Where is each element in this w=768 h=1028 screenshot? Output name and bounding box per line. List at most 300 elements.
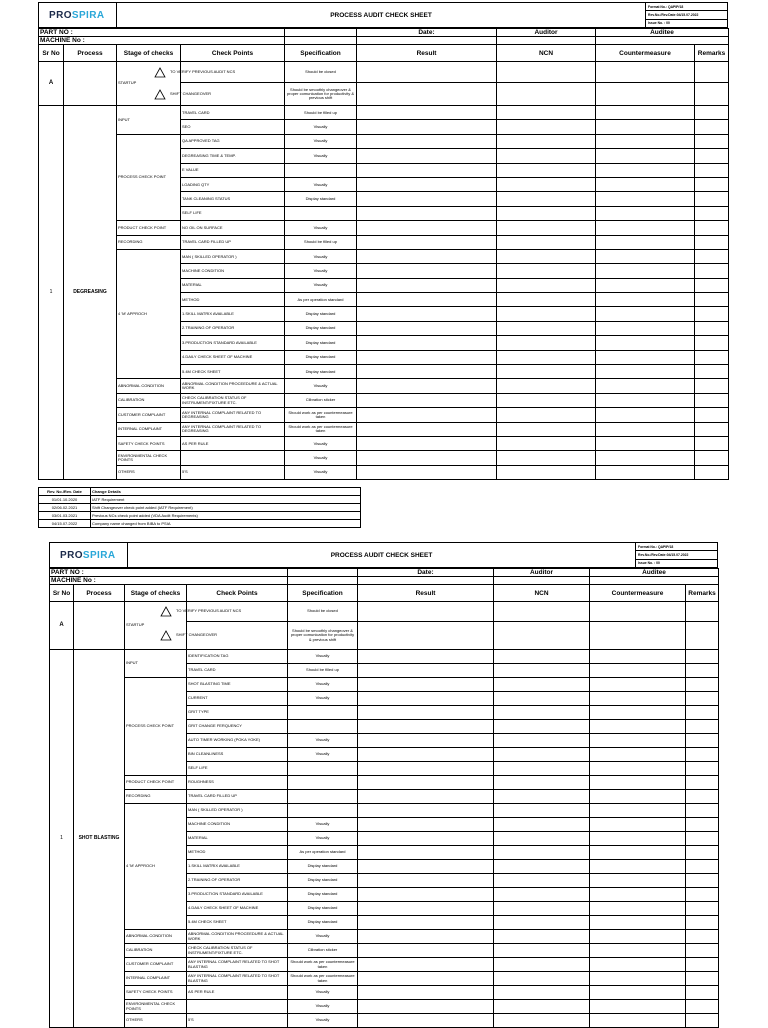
result-cell[interactable] bbox=[357, 83, 497, 106]
rev-header-detail: Change Details bbox=[91, 488, 361, 496]
specification-cell: Should be smoothly changeover & proper comunication for productivity & previous shift bbox=[285, 83, 357, 106]
remarks-cell[interactable] bbox=[695, 350, 729, 364]
check-point-cell: MAN ( SKILLED OPERATOR ) bbox=[187, 804, 288, 818]
specification-cell: Visually bbox=[285, 278, 357, 292]
result-cell[interactable] bbox=[357, 465, 497, 479]
page-title: PROCESS AUDIT CHECK SHEET bbox=[330, 551, 433, 559]
ncn-cell[interactable] bbox=[497, 235, 596, 249]
remarks-cell[interactable] bbox=[686, 986, 719, 1000]
countermeasure-cell[interactable] bbox=[590, 678, 686, 692]
ncn-cell[interactable] bbox=[494, 860, 590, 874]
countermeasure-cell[interactable] bbox=[590, 622, 686, 650]
check-point-cell: 5'S bbox=[181, 465, 285, 479]
check-point-cell: 4.DAILY CHECK SHEET OF MACHINE bbox=[181, 350, 285, 364]
col-stage: Stage of checks bbox=[117, 45, 181, 62]
ncn-cell[interactable] bbox=[494, 706, 590, 720]
result-cell[interactable] bbox=[358, 972, 494, 986]
remarks-cell[interactable] bbox=[686, 1000, 719, 1014]
result-cell[interactable] bbox=[357, 163, 497, 177]
specification-cell: Visually bbox=[288, 818, 358, 832]
ncn-cell[interactable] bbox=[497, 83, 596, 106]
specification-cell: Display standard bbox=[285, 336, 357, 350]
countermeasure-cell[interactable] bbox=[590, 832, 686, 846]
remarks-cell[interactable] bbox=[695, 408, 729, 422]
ncn-cell[interactable] bbox=[494, 678, 590, 692]
remarks-cell[interactable] bbox=[686, 692, 719, 706]
remarks-cell[interactable] bbox=[695, 177, 729, 191]
ncn-cell[interactable] bbox=[494, 832, 590, 846]
countermeasure-cell[interactable] bbox=[590, 706, 686, 720]
check-point-cell: TRAVEL CARD FILLED UP bbox=[187, 790, 288, 804]
remarks-cell[interactable] bbox=[686, 832, 719, 846]
ncn-cell[interactable] bbox=[497, 365, 596, 379]
ncn-cell[interactable] bbox=[494, 958, 590, 972]
result-cell[interactable] bbox=[357, 134, 497, 148]
remarks-cell[interactable] bbox=[686, 930, 719, 944]
revision-detail: Shift Changeover check point added (IATF Requirement) bbox=[91, 504, 361, 512]
result-cell[interactable] bbox=[357, 293, 497, 307]
countermeasure-cell[interactable] bbox=[596, 62, 695, 83]
ncn-cell[interactable] bbox=[494, 902, 590, 916]
specification-cell bbox=[285, 163, 357, 177]
date-field[interactable] bbox=[358, 577, 494, 585]
remarks-cell[interactable] bbox=[695, 149, 729, 163]
result-cell[interactable] bbox=[358, 678, 494, 692]
result-cell[interactable] bbox=[358, 762, 494, 776]
ncn-cell[interactable] bbox=[497, 307, 596, 321]
ncn-cell[interactable] bbox=[494, 888, 590, 902]
countermeasure-cell[interactable] bbox=[596, 293, 695, 307]
countermeasure-cell[interactable] bbox=[596, 321, 695, 335]
countermeasure-cell[interactable] bbox=[590, 888, 686, 902]
stage-cell: STARTUP bbox=[125, 602, 187, 650]
specification-cell: Visually bbox=[288, 930, 358, 944]
result-cell[interactable] bbox=[358, 734, 494, 748]
remarks-cell[interactable] bbox=[686, 860, 719, 874]
countermeasure-cell[interactable] bbox=[590, 790, 686, 804]
remarks-cell[interactable] bbox=[695, 106, 729, 120]
ncn-cell[interactable] bbox=[497, 177, 596, 191]
check-point-cell: 5.4M CHECK SHEET bbox=[181, 365, 285, 379]
ncn-cell[interactable] bbox=[494, 790, 590, 804]
remarks-cell[interactable] bbox=[686, 748, 719, 762]
ncn-cell[interactable] bbox=[497, 321, 596, 335]
date-field[interactable] bbox=[357, 37, 497, 45]
remarks-cell[interactable] bbox=[695, 62, 729, 83]
countermeasure-cell[interactable] bbox=[596, 350, 695, 364]
table-row bbox=[39, 249, 729, 263]
check-point-cell: GRIT CHANGE FERQUENCY bbox=[187, 720, 288, 734]
ncn-cell[interactable] bbox=[497, 62, 596, 83]
remarks-cell[interactable] bbox=[695, 235, 729, 249]
stage-cell: RECORDING bbox=[117, 235, 181, 249]
remarks-cell[interactable] bbox=[695, 221, 729, 235]
result-cell[interactable] bbox=[358, 776, 494, 790]
ncn-cell[interactable] bbox=[494, 762, 590, 776]
revision-history bbox=[38, 487, 361, 528]
remarks-cell[interactable] bbox=[695, 393, 729, 407]
remarks-cell[interactable] bbox=[686, 664, 719, 678]
ncn-cell[interactable] bbox=[494, 622, 590, 650]
countermeasure-cell[interactable] bbox=[590, 804, 686, 818]
part-no-field[interactable] bbox=[285, 29, 357, 37]
auditee-label: Auditee bbox=[596, 29, 729, 37]
remarks-cell[interactable] bbox=[695, 83, 729, 106]
ncn-cell[interactable] bbox=[497, 106, 596, 120]
result-cell[interactable] bbox=[358, 916, 494, 930]
specification-cell: Visually bbox=[285, 134, 357, 148]
result-cell[interactable] bbox=[358, 888, 494, 902]
ncn-cell[interactable] bbox=[494, 846, 590, 860]
remarks-cell[interactable] bbox=[686, 972, 719, 986]
result-cell[interactable] bbox=[358, 650, 494, 664]
check-point-cell: 5'S bbox=[187, 1014, 288, 1028]
countermeasure-cell[interactable] bbox=[596, 221, 695, 235]
countermeasure-cell[interactable] bbox=[596, 451, 695, 465]
countermeasure-cell[interactable] bbox=[596, 379, 695, 393]
result-cell[interactable] bbox=[358, 874, 494, 888]
countermeasure-cell[interactable] bbox=[596, 249, 695, 263]
result-cell[interactable] bbox=[358, 1014, 494, 1028]
revision-date: 04/15.07.2022 bbox=[39, 520, 91, 528]
result-cell[interactable] bbox=[357, 149, 497, 163]
ncn-cell[interactable] bbox=[494, 874, 590, 888]
col-countermeasure: Countermeasure bbox=[590, 585, 686, 602]
countermeasure-cell[interactable] bbox=[596, 163, 695, 177]
ncn-cell[interactable] bbox=[494, 972, 590, 986]
specification-cell: Display standard bbox=[285, 321, 357, 335]
result-cell[interactable] bbox=[357, 336, 497, 350]
remarks-cell[interactable] bbox=[686, 602, 719, 622]
result-cell[interactable] bbox=[357, 62, 497, 83]
format-no: Format No.: QAPIP/18 bbox=[636, 543, 717, 551]
check-point-cell: TANK CLEANING STATUS bbox=[181, 192, 285, 206]
specification-cell bbox=[288, 706, 358, 720]
auditor-label: Auditor bbox=[497, 29, 596, 37]
auditor-field[interactable] bbox=[494, 577, 590, 585]
remarks-cell[interactable] bbox=[686, 846, 719, 860]
ncn-cell[interactable] bbox=[494, 602, 590, 622]
countermeasure-cell[interactable] bbox=[590, 602, 686, 622]
result-cell[interactable] bbox=[357, 221, 497, 235]
result-cell[interactable] bbox=[358, 944, 494, 958]
remarks-cell[interactable] bbox=[695, 465, 729, 479]
check-point-cell: TRAVEL CARD FILLED UP bbox=[181, 235, 285, 249]
countermeasure-cell[interactable] bbox=[590, 1000, 686, 1014]
ncn-cell[interactable] bbox=[497, 336, 596, 350]
result-cell[interactable] bbox=[357, 451, 497, 465]
remarks-cell[interactable] bbox=[695, 379, 729, 393]
remarks-cell[interactable] bbox=[695, 293, 729, 307]
ncn-cell[interactable] bbox=[494, 916, 590, 930]
countermeasure-cell[interactable] bbox=[590, 720, 686, 734]
remarks-cell[interactable] bbox=[686, 720, 719, 734]
specification-cell: Visually bbox=[288, 832, 358, 846]
countermeasure-cell[interactable] bbox=[590, 972, 686, 986]
countermeasure-cell[interactable] bbox=[590, 902, 686, 916]
table-row bbox=[50, 602, 719, 622]
result-cell[interactable] bbox=[358, 958, 494, 972]
result-cell[interactable] bbox=[358, 622, 494, 650]
countermeasure-cell[interactable] bbox=[590, 930, 686, 944]
result-cell[interactable] bbox=[358, 602, 494, 622]
result-cell[interactable] bbox=[357, 264, 497, 278]
part-no-field[interactable] bbox=[288, 569, 358, 577]
remarks-cell[interactable] bbox=[695, 249, 729, 263]
remarks-cell[interactable] bbox=[695, 336, 729, 350]
ncn-cell[interactable] bbox=[497, 293, 596, 307]
remarks-cell[interactable] bbox=[695, 451, 729, 465]
result-cell[interactable] bbox=[358, 832, 494, 846]
result-cell[interactable] bbox=[358, 790, 494, 804]
countermeasure-cell[interactable] bbox=[590, 986, 686, 1000]
result-cell[interactable] bbox=[357, 206, 497, 220]
check-point-cell: MAN ( SKILLED OPERATOR ) bbox=[181, 249, 285, 263]
check-point-cell: CHECK CALIBRATION STATUS OF INSTRUMENT/FIXTURE ETC. bbox=[181, 393, 285, 407]
countermeasure-cell[interactable] bbox=[590, 762, 686, 776]
remarks-cell[interactable] bbox=[686, 902, 719, 916]
countermeasure-cell[interactable] bbox=[590, 818, 686, 832]
result-cell[interactable] bbox=[358, 860, 494, 874]
remarks-cell[interactable] bbox=[695, 206, 729, 220]
countermeasure-cell[interactable] bbox=[590, 664, 686, 678]
ncn-cell[interactable] bbox=[497, 206, 596, 220]
ncn-cell[interactable] bbox=[494, 804, 590, 818]
table-row bbox=[50, 804, 719, 818]
countermeasure-cell[interactable] bbox=[596, 106, 695, 120]
table-row bbox=[39, 62, 729, 83]
ncn-cell[interactable] bbox=[494, 734, 590, 748]
remarks-cell[interactable] bbox=[695, 192, 729, 206]
result-cell[interactable] bbox=[357, 350, 497, 364]
remarks-cell[interactable] bbox=[686, 762, 719, 776]
ncn-cell[interactable] bbox=[497, 278, 596, 292]
countermeasure-cell[interactable] bbox=[596, 192, 695, 206]
specification-cell: Visually bbox=[285, 249, 357, 263]
ncn-cell[interactable] bbox=[494, 944, 590, 958]
ncn-cell[interactable] bbox=[497, 393, 596, 407]
countermeasure-cell[interactable] bbox=[596, 393, 695, 407]
remarks-cell[interactable] bbox=[686, 734, 719, 748]
countermeasure-cell[interactable] bbox=[596, 436, 695, 450]
auditee-field[interactable] bbox=[590, 577, 719, 585]
countermeasure-cell[interactable] bbox=[596, 278, 695, 292]
remarks-cell[interactable] bbox=[695, 163, 729, 177]
remarks-cell[interactable] bbox=[686, 622, 719, 650]
countermeasure-cell[interactable] bbox=[596, 264, 695, 278]
result-cell[interactable] bbox=[358, 748, 494, 762]
check-point-cell: GRIT TYPE bbox=[187, 706, 288, 720]
table-row bbox=[50, 1014, 719, 1028]
remarks-cell[interactable] bbox=[686, 888, 719, 902]
remarks-cell[interactable] bbox=[686, 776, 719, 790]
remarks-cell[interactable] bbox=[695, 436, 729, 450]
result-cell[interactable] bbox=[357, 106, 497, 120]
countermeasure-cell[interactable] bbox=[590, 944, 686, 958]
ncn-cell[interactable] bbox=[497, 379, 596, 393]
countermeasure-cell[interactable] bbox=[596, 336, 695, 350]
ncn-cell[interactable] bbox=[497, 350, 596, 364]
remarks-cell[interactable] bbox=[686, 1014, 719, 1028]
countermeasure-cell[interactable] bbox=[596, 408, 695, 422]
countermeasure-cell[interactable] bbox=[590, 692, 686, 706]
countermeasure-cell[interactable] bbox=[590, 958, 686, 972]
ncn-cell[interactable] bbox=[497, 249, 596, 263]
auditor-label: Auditor bbox=[494, 569, 590, 577]
remarks-cell[interactable] bbox=[695, 278, 729, 292]
ncn-cell[interactable] bbox=[497, 451, 596, 465]
countermeasure-cell[interactable] bbox=[596, 235, 695, 249]
ncn-cell[interactable] bbox=[494, 1000, 590, 1014]
remarks-cell[interactable] bbox=[686, 678, 719, 692]
ncn-cell[interactable] bbox=[497, 436, 596, 450]
result-cell[interactable] bbox=[357, 379, 497, 393]
remarks-cell[interactable] bbox=[695, 264, 729, 278]
remarks-cell[interactable] bbox=[695, 307, 729, 321]
result-cell[interactable] bbox=[358, 902, 494, 916]
countermeasure-cell[interactable] bbox=[590, 1014, 686, 1028]
ncn-cell[interactable] bbox=[494, 720, 590, 734]
ncn-cell[interactable] bbox=[494, 818, 590, 832]
remarks-cell[interactable] bbox=[695, 134, 729, 148]
remarks-cell[interactable] bbox=[695, 365, 729, 379]
result-cell[interactable] bbox=[358, 804, 494, 818]
result-cell[interactable] bbox=[357, 235, 497, 249]
rev-header-date: Rev. No./Rev. Date bbox=[39, 488, 91, 496]
countermeasure-cell[interactable] bbox=[596, 120, 695, 134]
result-cell[interactable] bbox=[358, 1000, 494, 1014]
ncn-cell[interactable] bbox=[494, 986, 590, 1000]
result-cell[interactable] bbox=[357, 249, 497, 263]
countermeasure-cell[interactable] bbox=[596, 134, 695, 148]
countermeasure-cell[interactable] bbox=[596, 465, 695, 479]
check-point-cell bbox=[181, 451, 285, 465]
ncn-cell[interactable] bbox=[497, 192, 596, 206]
ncn-cell[interactable] bbox=[494, 664, 590, 678]
countermeasure-cell[interactable] bbox=[596, 177, 695, 191]
specification-cell: Visually bbox=[285, 436, 357, 450]
ncn-cell[interactable] bbox=[497, 149, 596, 163]
ncn-cell[interactable] bbox=[494, 748, 590, 762]
result-cell[interactable] bbox=[357, 422, 497, 436]
countermeasure-cell[interactable] bbox=[590, 860, 686, 874]
rev-no: Rev.No./Rev.Date:04/15.07.2022 bbox=[636, 551, 717, 559]
result-cell[interactable] bbox=[357, 408, 497, 422]
specification-cell: As per operation standard bbox=[285, 293, 357, 307]
ncn-cell[interactable] bbox=[497, 134, 596, 148]
countermeasure-cell[interactable] bbox=[590, 650, 686, 664]
ncn-cell[interactable] bbox=[497, 264, 596, 278]
countermeasure-cell[interactable] bbox=[590, 874, 686, 888]
ncn-cell[interactable] bbox=[497, 120, 596, 134]
result-cell[interactable] bbox=[358, 706, 494, 720]
countermeasure-cell[interactable] bbox=[590, 748, 686, 762]
result-cell[interactable] bbox=[357, 278, 497, 292]
result-cell[interactable] bbox=[358, 846, 494, 860]
remarks-cell[interactable] bbox=[686, 916, 719, 930]
ncn-cell[interactable] bbox=[497, 221, 596, 235]
stage-cell: OTHERS bbox=[125, 1014, 187, 1028]
result-cell[interactable] bbox=[357, 365, 497, 379]
remarks-cell[interactable] bbox=[686, 790, 719, 804]
countermeasure-cell[interactable] bbox=[590, 916, 686, 930]
remarks-cell[interactable] bbox=[686, 944, 719, 958]
result-cell[interactable] bbox=[358, 692, 494, 706]
remarks-cell[interactable] bbox=[686, 804, 719, 818]
revision-detail: IATF Requirement bbox=[91, 496, 361, 504]
result-cell[interactable] bbox=[358, 818, 494, 832]
result-cell[interactable] bbox=[357, 120, 497, 134]
column-headers bbox=[39, 45, 729, 62]
result-cell[interactable] bbox=[358, 930, 494, 944]
ncn-cell[interactable] bbox=[497, 408, 596, 422]
remarks-cell[interactable] bbox=[695, 120, 729, 134]
countermeasure-cell[interactable] bbox=[596, 149, 695, 163]
date-label: Date: bbox=[357, 29, 497, 37]
result-cell[interactable] bbox=[357, 436, 497, 450]
specification-cell bbox=[288, 762, 358, 776]
remarks-cell[interactable] bbox=[686, 958, 719, 972]
countermeasure-cell[interactable] bbox=[596, 422, 695, 436]
ncn-cell[interactable] bbox=[494, 930, 590, 944]
result-cell[interactable] bbox=[357, 307, 497, 321]
ncn-cell[interactable] bbox=[494, 1014, 590, 1028]
stage-cell: CALIBRATION bbox=[125, 944, 187, 958]
result-cell[interactable] bbox=[357, 393, 497, 407]
ncn-cell[interactable] bbox=[497, 465, 596, 479]
ncn-cell[interactable] bbox=[497, 422, 596, 436]
remarks-cell[interactable] bbox=[695, 422, 729, 436]
document-meta bbox=[635, 543, 717, 567]
specification-cell: Visually bbox=[288, 734, 358, 748]
countermeasure-cell[interactable] bbox=[596, 206, 695, 220]
countermeasure-cell[interactable] bbox=[590, 846, 686, 860]
ncn-cell[interactable] bbox=[497, 163, 596, 177]
specification-cell: Should work as per countermeasure taken bbox=[285, 422, 357, 436]
countermeasure-cell[interactable] bbox=[596, 307, 695, 321]
result-cell[interactable] bbox=[357, 177, 497, 191]
machine-no-field[interactable] bbox=[288, 577, 358, 585]
remarks-cell[interactable] bbox=[686, 818, 719, 832]
remarks-cell[interactable] bbox=[686, 650, 719, 664]
table-row bbox=[39, 134, 729, 148]
result-cell[interactable] bbox=[357, 321, 497, 335]
table-row bbox=[39, 451, 729, 465]
countermeasure-cell[interactable] bbox=[590, 776, 686, 790]
result-cell[interactable] bbox=[357, 192, 497, 206]
auditee-field[interactable] bbox=[596, 37, 729, 45]
check-point-cell: E VALUE bbox=[181, 163, 285, 177]
countermeasure-cell[interactable] bbox=[596, 83, 695, 106]
countermeasure-cell[interactable] bbox=[596, 365, 695, 379]
ncn-cell[interactable] bbox=[494, 776, 590, 790]
col-stage: Stage of checks bbox=[125, 585, 187, 602]
table-row bbox=[50, 972, 719, 986]
result-cell[interactable] bbox=[358, 986, 494, 1000]
remarks-cell[interactable] bbox=[695, 321, 729, 335]
countermeasure-cell[interactable] bbox=[590, 734, 686, 748]
specification-cell: Display standard bbox=[285, 192, 357, 206]
check-point-cell: ABNORMAL CONDITION PROCEEDURE & ACTUAL WORK bbox=[187, 930, 288, 944]
machine-no-field[interactable] bbox=[285, 37, 357, 45]
ncn-cell[interactable] bbox=[494, 692, 590, 706]
remarks-cell[interactable] bbox=[686, 706, 719, 720]
auditor-field[interactable] bbox=[497, 37, 596, 45]
result-cell[interactable] bbox=[358, 664, 494, 678]
remarks-cell[interactable] bbox=[686, 874, 719, 888]
ncn-cell[interactable] bbox=[494, 650, 590, 664]
result-cell[interactable] bbox=[358, 720, 494, 734]
